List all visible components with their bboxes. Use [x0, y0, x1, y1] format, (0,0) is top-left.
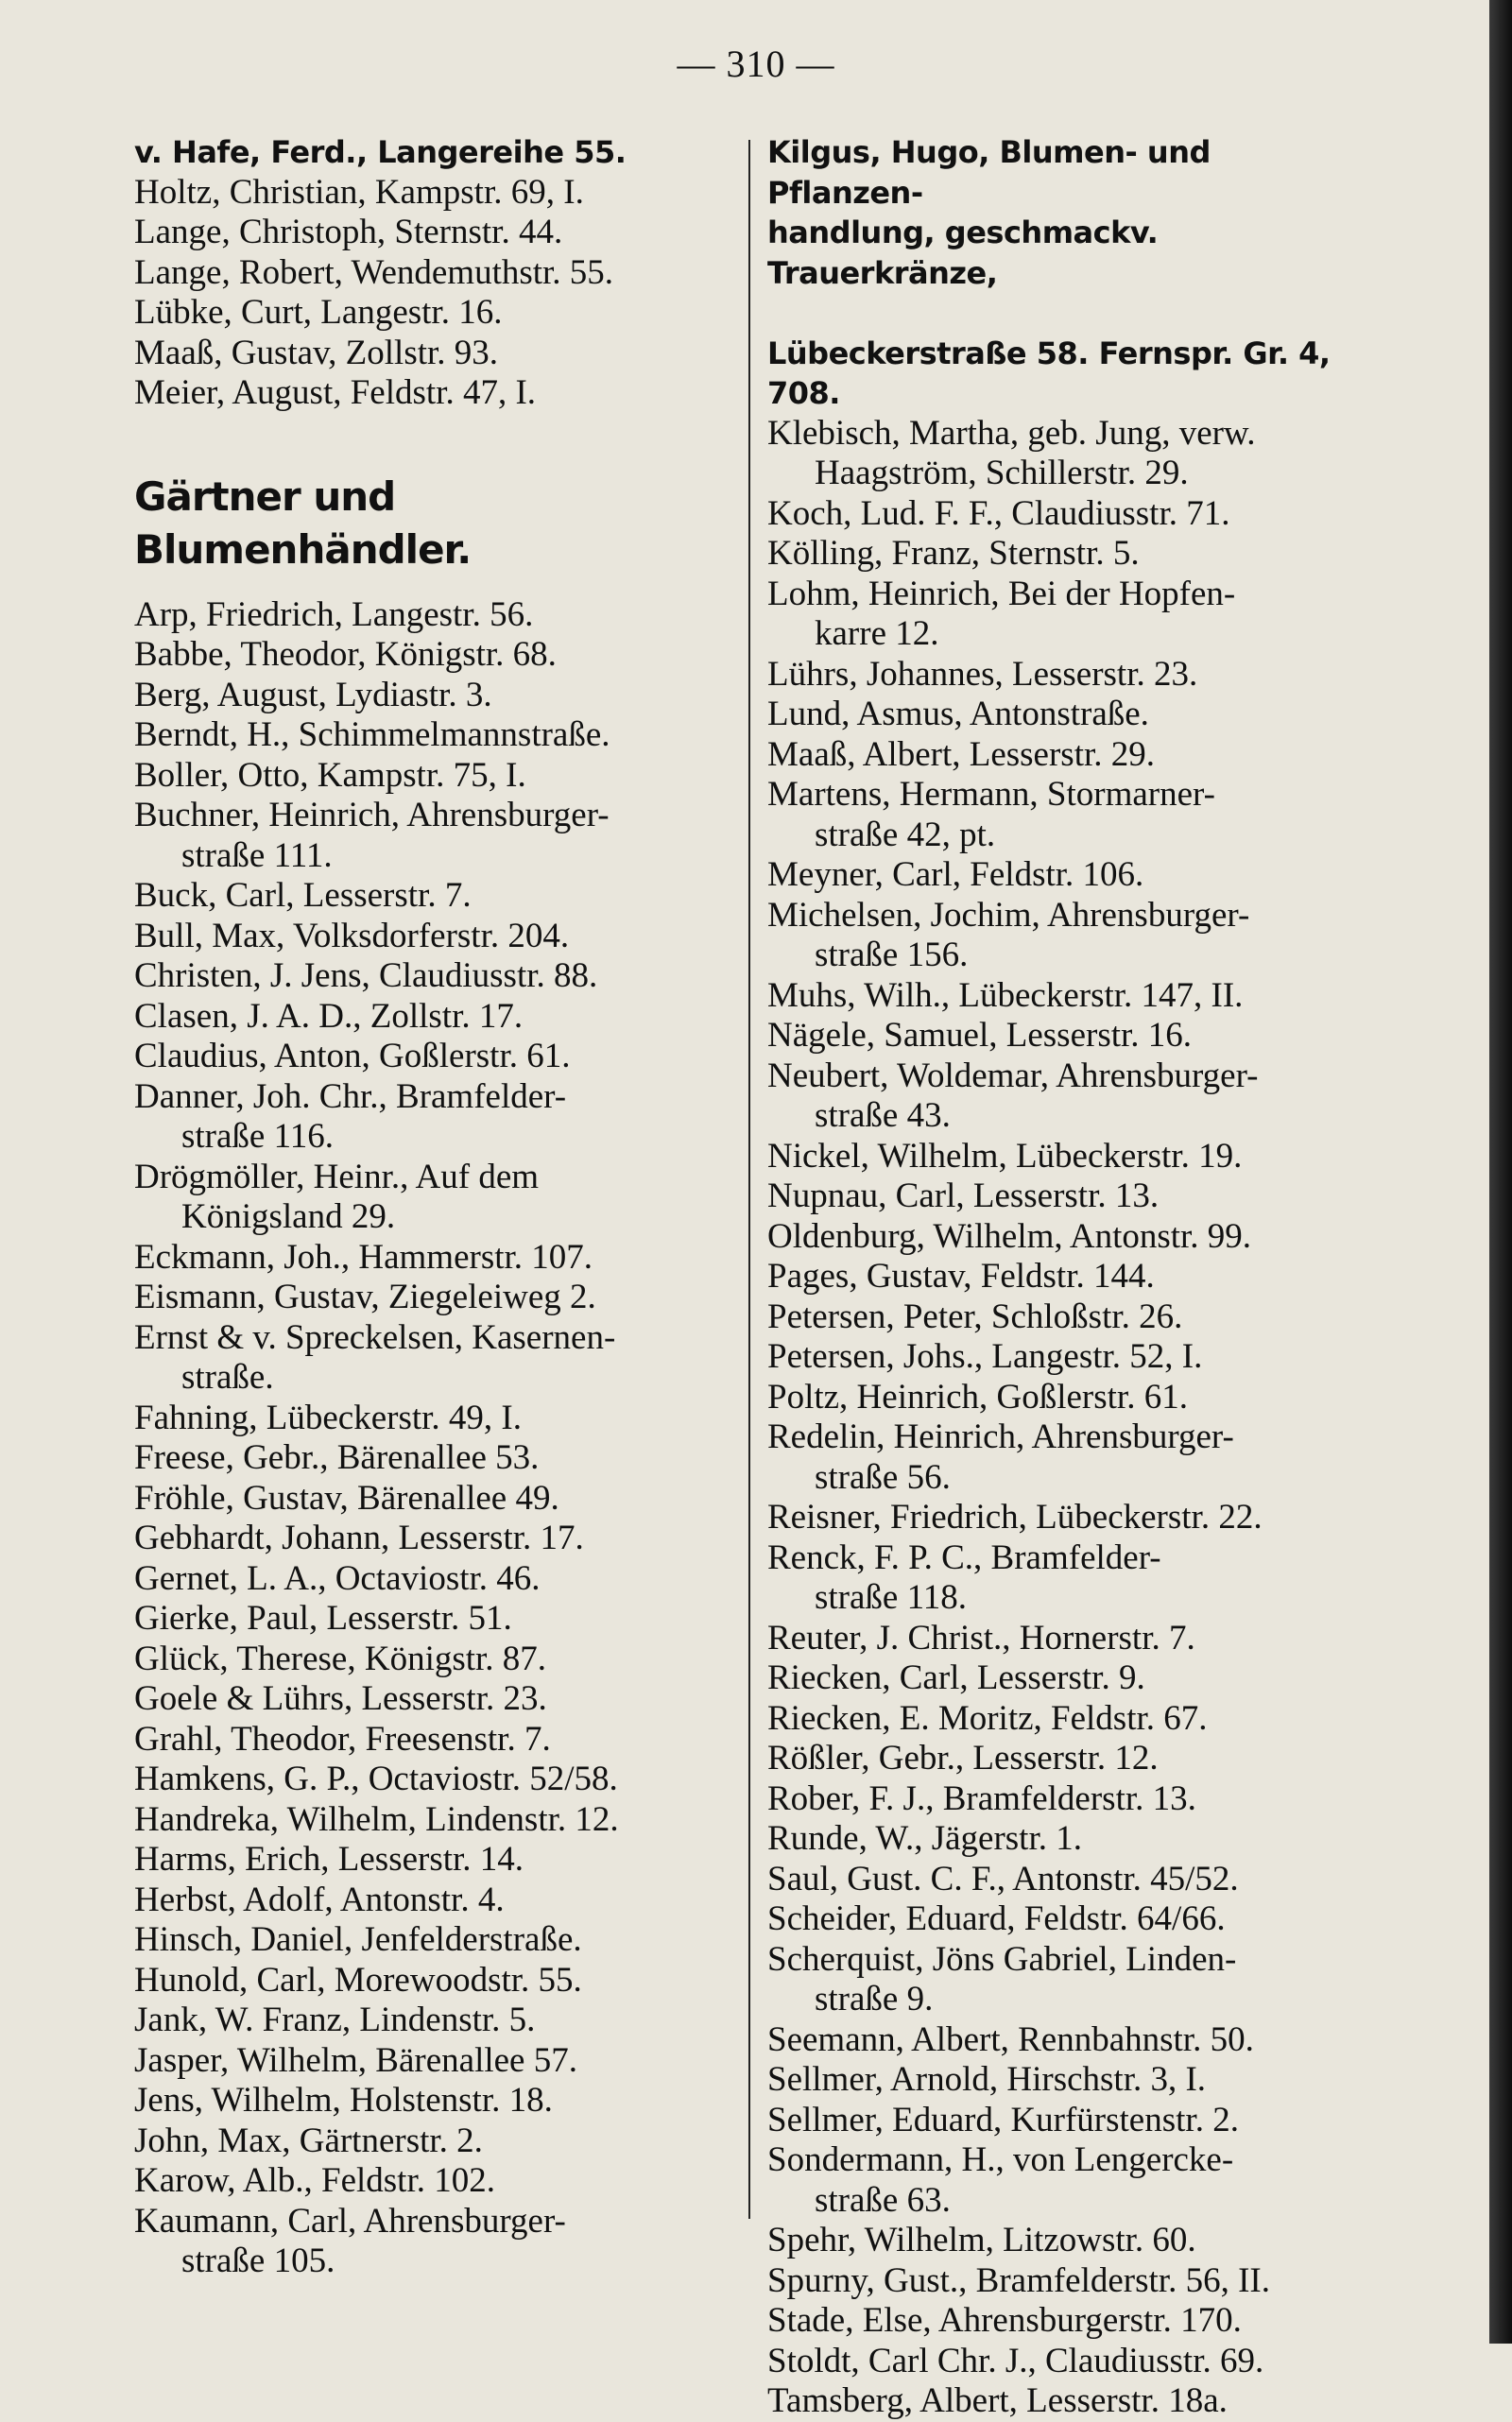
entry-line: Freese, Gebr., Bärenallee 53. — [134, 1438, 540, 1477]
entry-line: v. Hafe, Ferd., Langereihe 55. — [134, 134, 627, 170]
directory-entry — [767, 1177, 1372, 1217]
directory-entry — [134, 956, 739, 997]
entry-line: Maaß, Gustav, Zollstr. 93. — [134, 333, 499, 372]
directory-entry — [767, 575, 1372, 655]
entry-line: Poltz, Heinrich, Goßlerstr. 61. — [767, 1377, 1188, 1417]
directory-entry — [134, 715, 739, 756]
directory-entry — [767, 2261, 1372, 2302]
directory-entry — [134, 1479, 739, 1520]
entry-line: Stoldt, Carl Chr. J., Claudiusstr. 69. — [767, 2341, 1264, 2380]
directory-entry — [767, 896, 1372, 976]
directory-entry — [767, 1498, 1372, 1538]
entry-line: Jasper, Wilhelm, Bärenallee 57. — [134, 2040, 577, 2080]
entry-line: Christen, J. Jens, Claudiusstr. 88. — [134, 956, 598, 995]
entry-line: Kilgus, Hugo, Blumen- und Pflanzen- — [767, 134, 1211, 211]
entry-line: Rober, F. J., Bramfelderstr. 13. — [767, 1778, 1196, 1818]
entry-line: Buchner, Heinrich, Ahrensburger- — [134, 796, 610, 834]
entry-line: Reisner, Friedrich, Lübeckerstr. 22. — [767, 1498, 1263, 1537]
directory-entry — [134, 1720, 739, 1761]
directory-entry — [134, 876, 739, 917]
directory-entry — [134, 132, 739, 173]
directory-entry — [767, 2381, 1372, 2422]
directory-entry — [134, 917, 739, 957]
entry-line: Sondermann, H., von Lengercke- — [767, 2140, 1234, 2179]
directory-entry — [767, 1940, 1372, 2020]
entry-line: Saul, Gust. C. F., Antonstr. 45/52. — [767, 1859, 1239, 1898]
entry-line: John, Max, Gärtnerstr. 2. — [134, 2121, 483, 2160]
entry-line: Michelsen, Jochim, Ahrensburger- — [767, 895, 1250, 935]
right-column — [767, 132, 1372, 2422]
entry-line: Nupnau, Carl, Lesserstr. 13. — [767, 1177, 1160, 1215]
directory-entry — [767, 534, 1372, 575]
directory-entry — [767, 655, 1372, 696]
directory-entry — [134, 1037, 739, 1077]
entry-line: Fahning, Lübeckerstr. 49, I. — [134, 1398, 522, 1437]
directory-entry — [134, 756, 739, 797]
left-column — [134, 132, 739, 2282]
directory-entry — [767, 1538, 1372, 1619]
directory-entry — [767, 1699, 1372, 1740]
entry-line: Reuter, J. Christ., Hornerstr. 7. — [767, 1618, 1195, 1658]
entry-continuation-line: straße 156. — [815, 936, 969, 974]
entry-line: Harms, Erich, Lesserstr. 14. — [134, 1840, 524, 1879]
directory-entry — [134, 595, 739, 636]
directory-entry — [134, 1640, 739, 1680]
entry-line: Lohm, Heinrich, Bei der Hopfen- — [767, 574, 1236, 613]
directory-entry — [134, 293, 739, 334]
directory-entry — [134, 2202, 739, 2282]
directory-entry — [767, 1860, 1372, 1900]
directory-entry — [134, 1077, 739, 1158]
entry-line: Spurny, Gust., Bramfelderstr. 56, II. — [767, 2260, 1270, 2300]
entry-line: Tamsberg, Albert, Lesserstr. 18a. — [767, 2381, 1228, 2420]
entry-line: Gebhardt, Johann, Lesserstr. 17. — [134, 1519, 584, 1557]
directory-entry — [767, 735, 1372, 776]
entry-continuation-line: straße 63. — [815, 2180, 951, 2220]
directory-entry — [134, 2121, 739, 2162]
entry-line: Buck, Carl, Lesserstr. 7. — [134, 876, 472, 915]
directory-entry — [134, 2041, 739, 2082]
directory-entry — [134, 1438, 739, 1479]
directory-entry — [767, 1337, 1372, 1378]
entry-line: Spehr, Wilhelm, Litzowstr. 60. — [767, 2221, 1196, 2259]
entry-line: Drögmöller, Heinr., Auf dem — [134, 1157, 540, 1196]
entry-line: Nickel, Wilhelm, Lübeckerstr. 19. — [767, 1136, 1243, 1176]
entry-line: Meier, August, Feldstr. 47, I. — [134, 373, 537, 412]
entry-line: Eismann, Gustav, Ziegeleiweg 2. — [134, 1278, 596, 1316]
entry-line: Nägele, Samuel, Lesserstr. 16. — [767, 1016, 1193, 1055]
directory-entry — [134, 2161, 739, 2202]
entry-line: Hinsch, Daniel, Jenfelderstraße. — [134, 1920, 582, 1959]
entry-line: Pages, Gustav, Feldstr. 144. — [767, 1257, 1155, 1296]
directory-entry — [767, 2020, 1372, 2061]
entry-line: Glück, Therese, Königstr. 87. — [134, 1639, 547, 1678]
directory-entry — [134, 1399, 739, 1439]
directory-entry — [767, 2221, 1372, 2261]
entry-line: Berndt, H., Schimmelmannstraße. — [134, 715, 610, 754]
directory-entry — [134, 1679, 739, 1720]
directory-entry — [767, 2060, 1372, 2101]
entry-line: Fröhle, Gustav, Bärenallee 49. — [134, 1478, 559, 1518]
directory-entry — [134, 2001, 739, 2041]
entry-line: Goele & Lührs, Lesserstr. 23. — [134, 1679, 547, 1718]
entry-line: Holtz, Christian, Kampstr. 69, I. — [134, 172, 584, 212]
directory-entry — [767, 132, 1372, 414]
directory-entry — [767, 1417, 1372, 1498]
left-pre-entries — [134, 132, 739, 414]
entry-continuation-line: straße 118. — [815, 1578, 967, 1617]
directory-entry — [134, 1278, 739, 1318]
entry-line: Renck, F. P. C., Bramfelder- — [767, 1537, 1161, 1577]
directory-entry — [767, 1779, 1372, 1820]
entry-line: Eckmann, Joh., Hammerstr. 107. — [134, 1237, 593, 1277]
entry-line: Redelin, Heinrich, Ahrensburger- — [767, 1417, 1234, 1456]
directory-entry — [134, 635, 739, 676]
entry-continuation-line: straße 56. — [815, 1457, 951, 1497]
directory-entry — [767, 855, 1372, 896]
entry-line: Runde, W., Jägerstr. 1. — [767, 1819, 1082, 1858]
entry-continuation-line: karre 12. — [815, 614, 939, 653]
directory-entry — [767, 1819, 1372, 1860]
section-heading: Gärtner und Blumenhändler. — [134, 472, 472, 573]
entry-line: Maaß, Albert, Lesserstr. 29. — [767, 734, 1155, 774]
entry-continuation-line: straße 43. — [815, 1096, 951, 1135]
entry-line: Bull, Max, Volksdorferstr. 204. — [134, 916, 570, 955]
entry-line: Neubert, Woldemar, Ahrensburger- — [767, 1056, 1259, 1095]
directory-entry — [134, 1238, 739, 1279]
entry-line: Jens, Wilhelm, Holstenstr. 18. — [134, 2081, 553, 2120]
entry-line: Lund, Asmus, Antonstraße. — [767, 695, 1149, 733]
entry-line: Claudius, Anton, Goßlerstr. 61. — [134, 1037, 571, 1075]
directory-entry — [767, 1739, 1372, 1779]
directory-entry — [767, 1137, 1372, 1177]
directory-entry — [767, 1378, 1372, 1418]
entry-line: Muhs, Wilh., Lübeckerstr. 147, II. — [767, 975, 1244, 1015]
entry-line: Rößler, Gebr., Lesserstr. 12. — [767, 1739, 1159, 1778]
entry-line: Hamkens, G. P., Octaviostr. 52/58. — [134, 1760, 618, 1798]
directory-entry — [767, 695, 1372, 735]
entry-line: Lübke, Curt, Langestr. 16. — [134, 293, 503, 332]
directory-entry — [134, 334, 739, 374]
directory-entry — [134, 373, 739, 414]
entry-line: Arp, Friedrich, Langestr. 56. — [134, 594, 534, 634]
entry-continuation-line: Haagström, Schillerstr. 29. — [815, 454, 1189, 492]
directory-entry — [767, 1056, 1372, 1137]
directory-entry — [767, 775, 1372, 855]
entry-continuation-line: Königsland 29. — [181, 1197, 396, 1236]
entry-line: Riecken, E. Moritz, Feldstr. 67. — [767, 1698, 1208, 1738]
directory-entry — [134, 1961, 739, 2001]
directory-entry — [134, 173, 739, 214]
entry-line: Ernst & v. Spreckelsen, Kasernen- — [134, 1317, 616, 1357]
right-entries — [767, 132, 1372, 2422]
directory-entry — [767, 2301, 1372, 2342]
entry-continuation-line: straße 116. — [181, 1117, 334, 1156]
entry-line: Martens, Hermann, Stormarner- — [767, 775, 1215, 814]
entry-line: Lührs, Johannes, Lesserstr. 23. — [767, 654, 1198, 694]
entry-line: Lange, Robert, Wendemuthstr. 55. — [134, 252, 614, 292]
entry-line: Stade, Else, Ahrensburgerstr. 170. — [767, 2301, 1242, 2340]
entry-line: Clasen, J. A. D., Zollstr. 17. — [134, 996, 524, 1036]
directory-entry — [134, 1881, 739, 1921]
directory-entry — [767, 2101, 1372, 2141]
directory-entry — [134, 1158, 739, 1238]
entry-line: Hunold, Carl, Morewoodstr. 55. — [134, 1960, 582, 2000]
entry-continuation-line: handlung, geschmackv. Trauerkränze, — [767, 215, 1159, 291]
directory-entry — [134, 676, 739, 716]
entry-line: Meyner, Carl, Feldstr. 106. — [767, 855, 1144, 894]
entry-line: Grahl, Theodor, Freesenstr. 7. — [134, 1719, 551, 1759]
entry-line: Danner, Joh. Chr., Bramfelder- — [134, 1076, 567, 1116]
directory-entry — [134, 997, 739, 1038]
entry-continuation-line: straße 105. — [181, 2242, 335, 2280]
directory-entry — [134, 1840, 739, 1881]
directory-entry — [134, 253, 739, 294]
entry-line: Seemann, Albert, Rennbahnstr. 50. — [767, 2019, 1254, 2059]
directory-entry — [767, 494, 1372, 535]
entry-line: Handreka, Wilhelm, Lindenstr. 12. — [134, 1799, 619, 1839]
entry-line: Gernet, L. A., Octaviostr. 46. — [134, 1558, 541, 1598]
entry-line: Scheider, Eduard, Feldstr. 64/66. — [767, 1899, 1226, 1938]
entry-line: Karow, Alb., Feldstr. 102. — [134, 2161, 495, 2200]
entry-line: Riecken, Carl, Lesserstr. 9. — [767, 1658, 1145, 1697]
entry-continuation-line: straße. — [181, 1358, 274, 1397]
directory-entry — [767, 2342, 1372, 2382]
directory-entry — [767, 1658, 1372, 1699]
entry-continuation-line: straße 42, pt. — [815, 815, 996, 854]
directory-entry — [134, 1318, 739, 1399]
entry-line: Petersen, Peter, Schloßstr. 26. — [767, 1297, 1183, 1336]
entry-continuation-line: straße 111. — [181, 835, 333, 875]
entry-line: Klebisch, Martha, geb. Jung, verw. — [767, 413, 1256, 453]
directory-entry — [767, 1217, 1372, 1258]
directory-entry — [767, 1016, 1372, 1056]
entry-line: Jank, W. Franz, Lindenstr. 5. — [134, 2001, 536, 2039]
directory-entry — [767, 2140, 1372, 2221]
entry-line: Sellmer, Eduard, Kurfürstenstr. 2. — [767, 2100, 1239, 2139]
directory-entry — [134, 1800, 739, 1841]
directory-entry — [134, 1599, 739, 1640]
directory-entry — [134, 2081, 739, 2121]
entry-continuation-line: straße 9. — [815, 1980, 934, 2018]
entry-line: Berg, August, Lydiastr. 3. — [134, 675, 492, 714]
entry-line: Lange, Christoph, Sternstr. 44. — [134, 213, 563, 251]
directory-entry — [134, 1519, 739, 1559]
directory-entry — [134, 1920, 739, 1961]
entry-continuation-line: Lübeckerstraße 58. Fernspr. Gr. 4, 708. — [767, 335, 1331, 411]
entry-line: Kölling, Franz, Sternstr. 5. — [767, 534, 1140, 573]
entry-line: Sellmer, Arnold, Hirschstr. 3, I. — [767, 2060, 1207, 2099]
column-divider — [748, 140, 750, 2219]
directory-entry — [767, 1297, 1372, 1338]
entry-line: Babbe, Theodor, Königstr. 68. — [134, 635, 557, 674]
page-edge-shadow — [1489, 0, 1512, 2344]
directory-entry — [767, 1619, 1372, 1659]
entry-line: Koch, Lud. F. F., Claudiusstr. 71. — [767, 493, 1230, 533]
directory-entry — [767, 976, 1372, 1017]
directory-entry — [134, 1559, 739, 1600]
directory-entry — [767, 1257, 1372, 1297]
directory-entry — [134, 213, 739, 253]
page-number: — 310 — — [677, 43, 835, 85]
directory-entry — [134, 796, 739, 876]
entry-line: Oldenburg, Wilhelm, Antonstr. 99. — [767, 1216, 1252, 1256]
directory-entry — [767, 1899, 1372, 1940]
directory-entry — [134, 1760, 739, 1800]
entry-line: Scherquist, Jöns Gabriel, Linden- — [767, 1939, 1237, 1979]
entry-line: Herbst, Adolf, Antonstr. 4. — [134, 1880, 505, 1919]
left-entries — [134, 595, 739, 2282]
directory-entry — [767, 414, 1372, 494]
entry-line: Kaumann, Carl, Ahrensburger- — [134, 2201, 566, 2241]
entry-line: Boller, Otto, Kampstr. 75, I. — [134, 755, 526, 795]
entry-line: Petersen, Johs., Langestr. 52, I. — [767, 1337, 1203, 1376]
entry-line: Gierke, Paul, Lesserstr. 51. — [134, 1599, 512, 1638]
